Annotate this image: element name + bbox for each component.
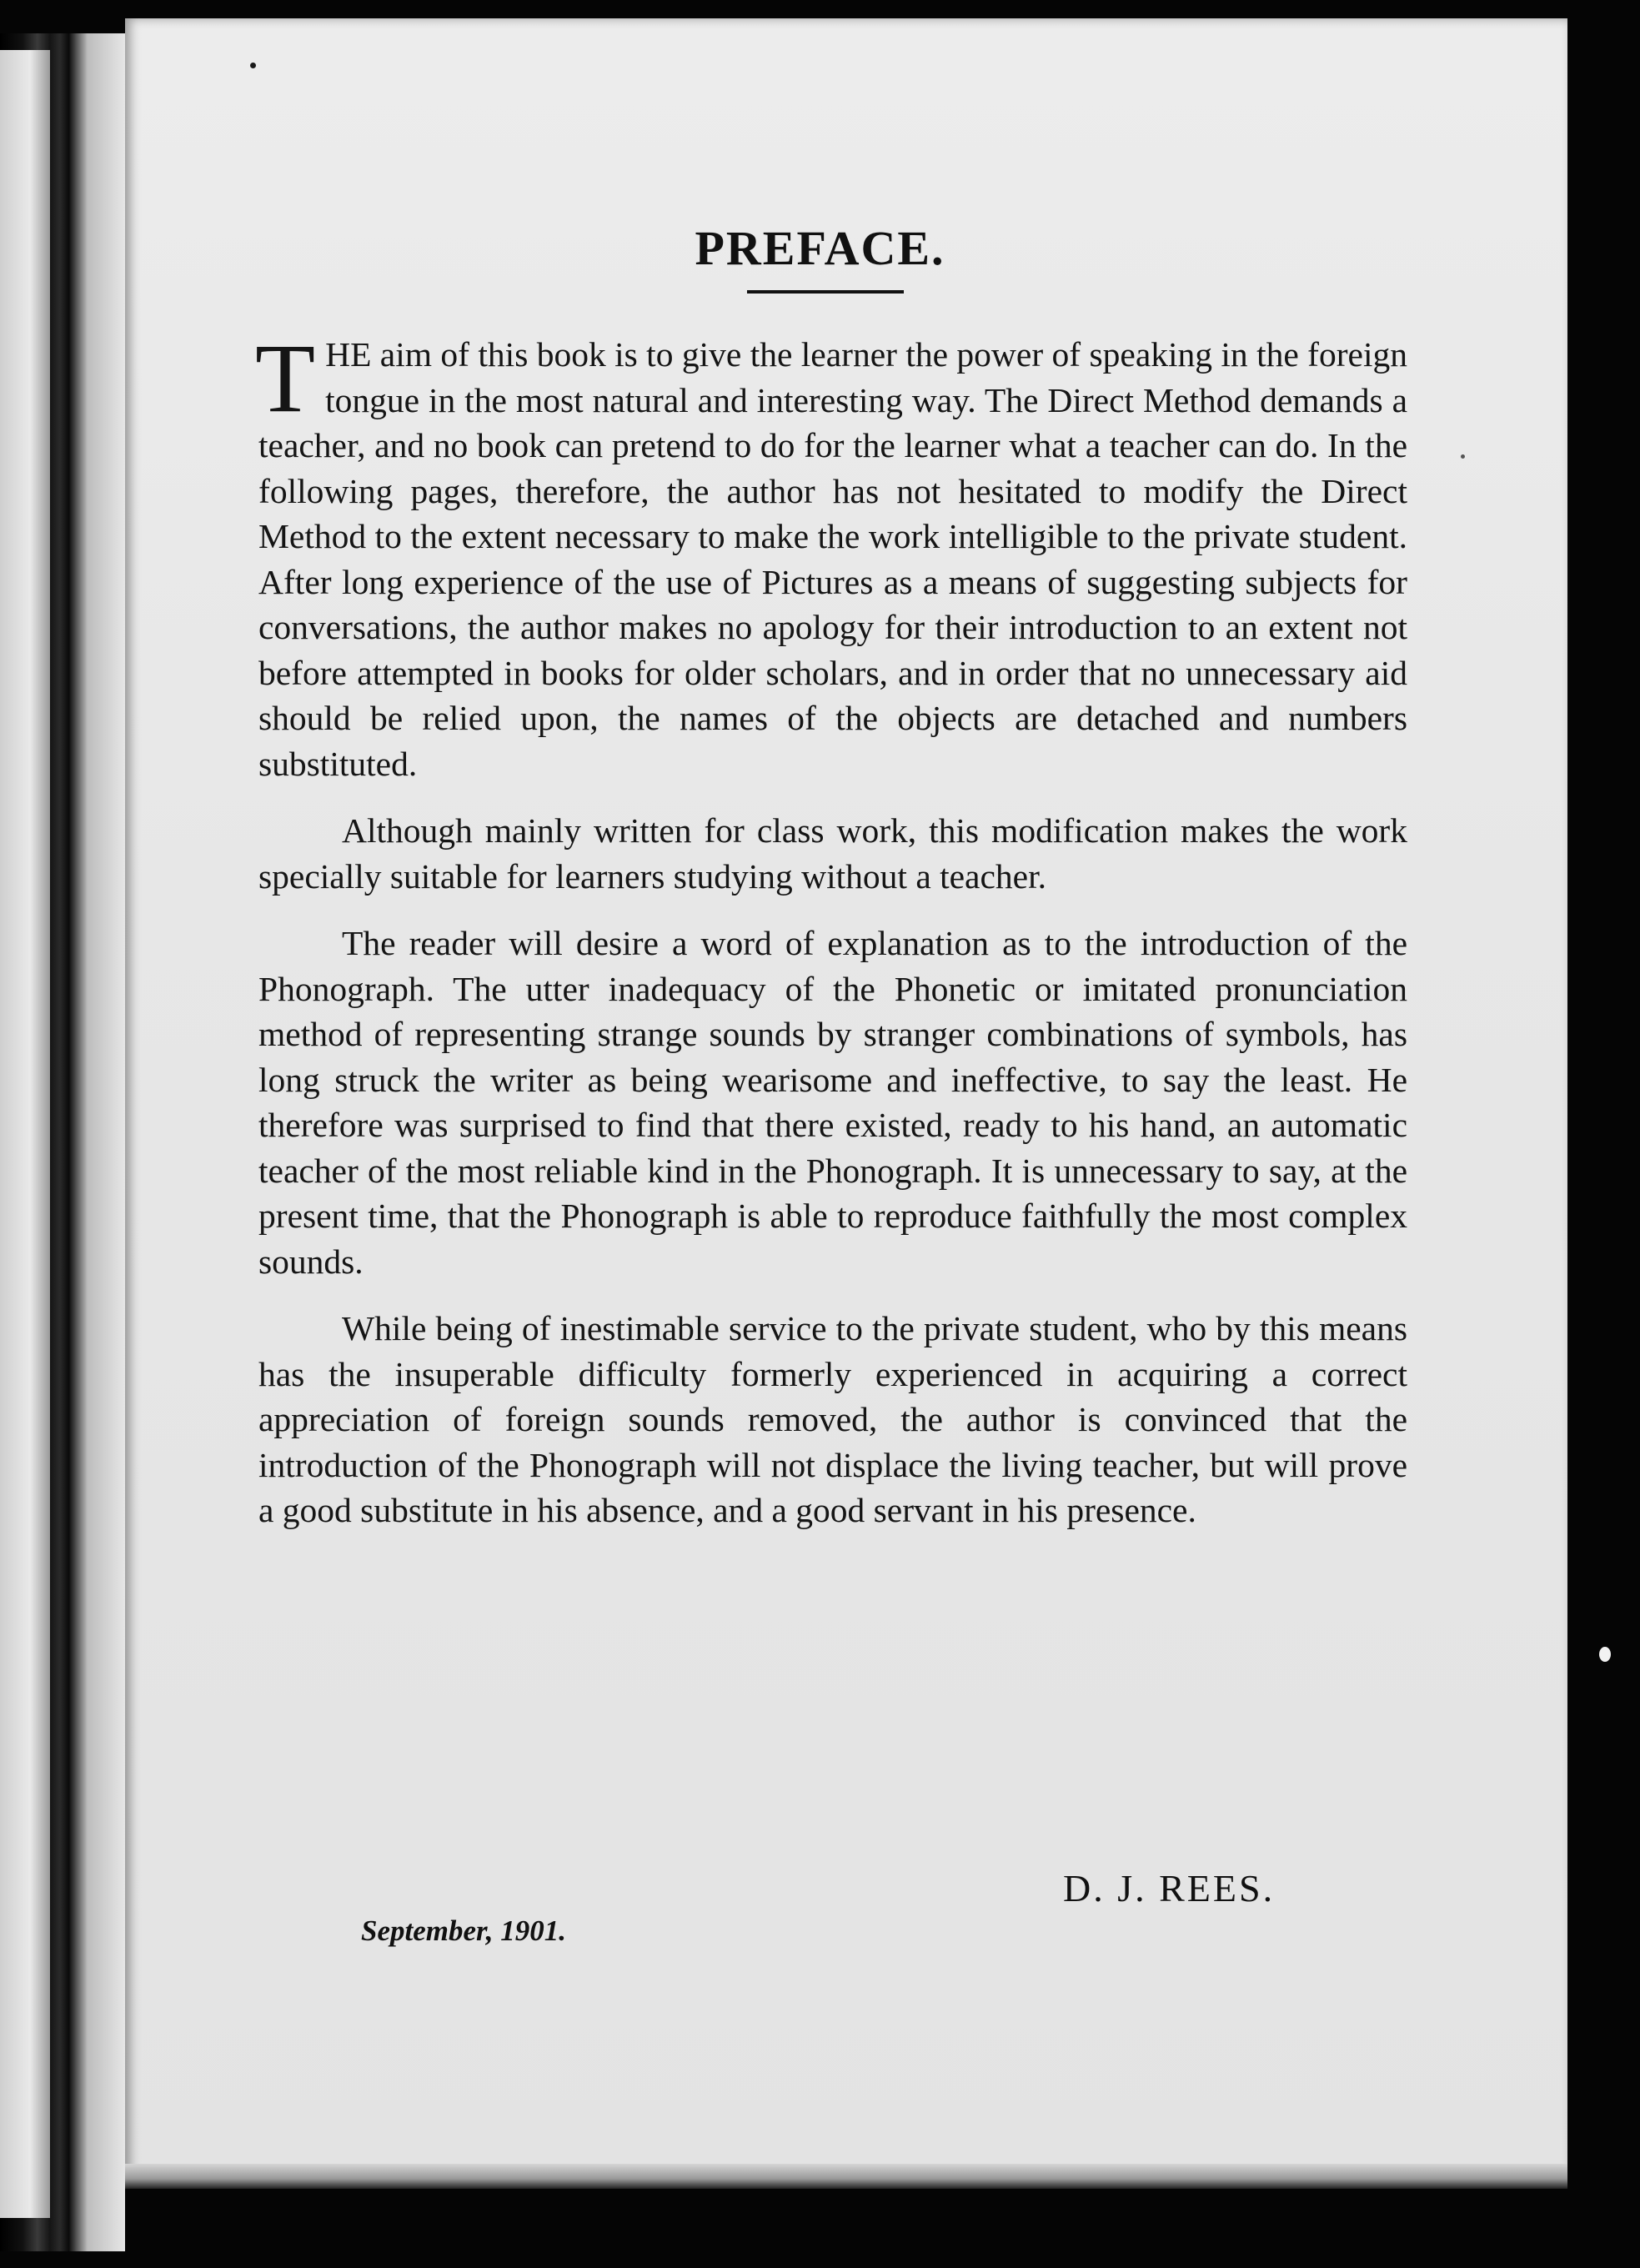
paragraph-1 [255,324,1407,786]
page-bottom-edge [125,2164,1567,2189]
title-rule [747,290,904,294]
page-speck [250,63,256,68]
author-signature: D. J. REES. [1063,1867,1276,1909]
preface-body [255,324,1407,1555]
paragraph-4: While being of inestimable service to the private student, who by this means has the insuperable difficulty formerly experienced in acquiring a correct appreciation of foreign sounds removed, the author is convinced that the introduction of the Phonograph will not displace the living teacher, but will prove a good substitute in his absence, and a good servant in his presence. [258,1309,1407,1529]
page-title: PREFACE. [695,220,945,275]
paragraph-1-text: HE aim of this book is to give the learner the power of speaking in the foreign tongue in the most natural and interesting way. The Direct Method demands a teacher, and no book can pretend to do for the learner what a teacher can do. In the following pages, therefore, the author has not hesitated to modify the Direct Method to the extent necessary to make the work intelligible to the private student. After long experience of the use of Pictures as a means of suggesting subjects for conversations, the author makes no apology for their introduction to an extent not before attempted in books for older scholars, and in order that no unnecessary aid should be relied upon, the names of the objects are detached and numbers substituted. [258,335,1407,783]
facing-page-edge [0,50,50,2218]
drop-cap: T [255,324,316,433]
preface-date: September, 1901. [361,1914,566,1947]
paragraph-3: The reader will desire a word of explanation as to the introduction of the Phonograph. The utter inadequacy of the Phonetic or imitated pronunciation method of representing strange sounds by stranger combinations of symbols, has long struck the writer as being wearisome and ineffective, to say the least. He therefore was surprised to find that there existed, ready to his hand, an automatic teacher of the most reliable kind in the Phonograph. It is unnecessary to say, at the present time, that the Phonograph is able to reproduce faithfully the most complex sounds. [258,924,1407,1281]
page-speck [1599,1647,1611,1662]
paragraph-2: Although mainly written for class work, this modification makes the work specially suitable for learners studying without a teacher. [258,811,1407,896]
page-speck [1461,454,1465,459]
